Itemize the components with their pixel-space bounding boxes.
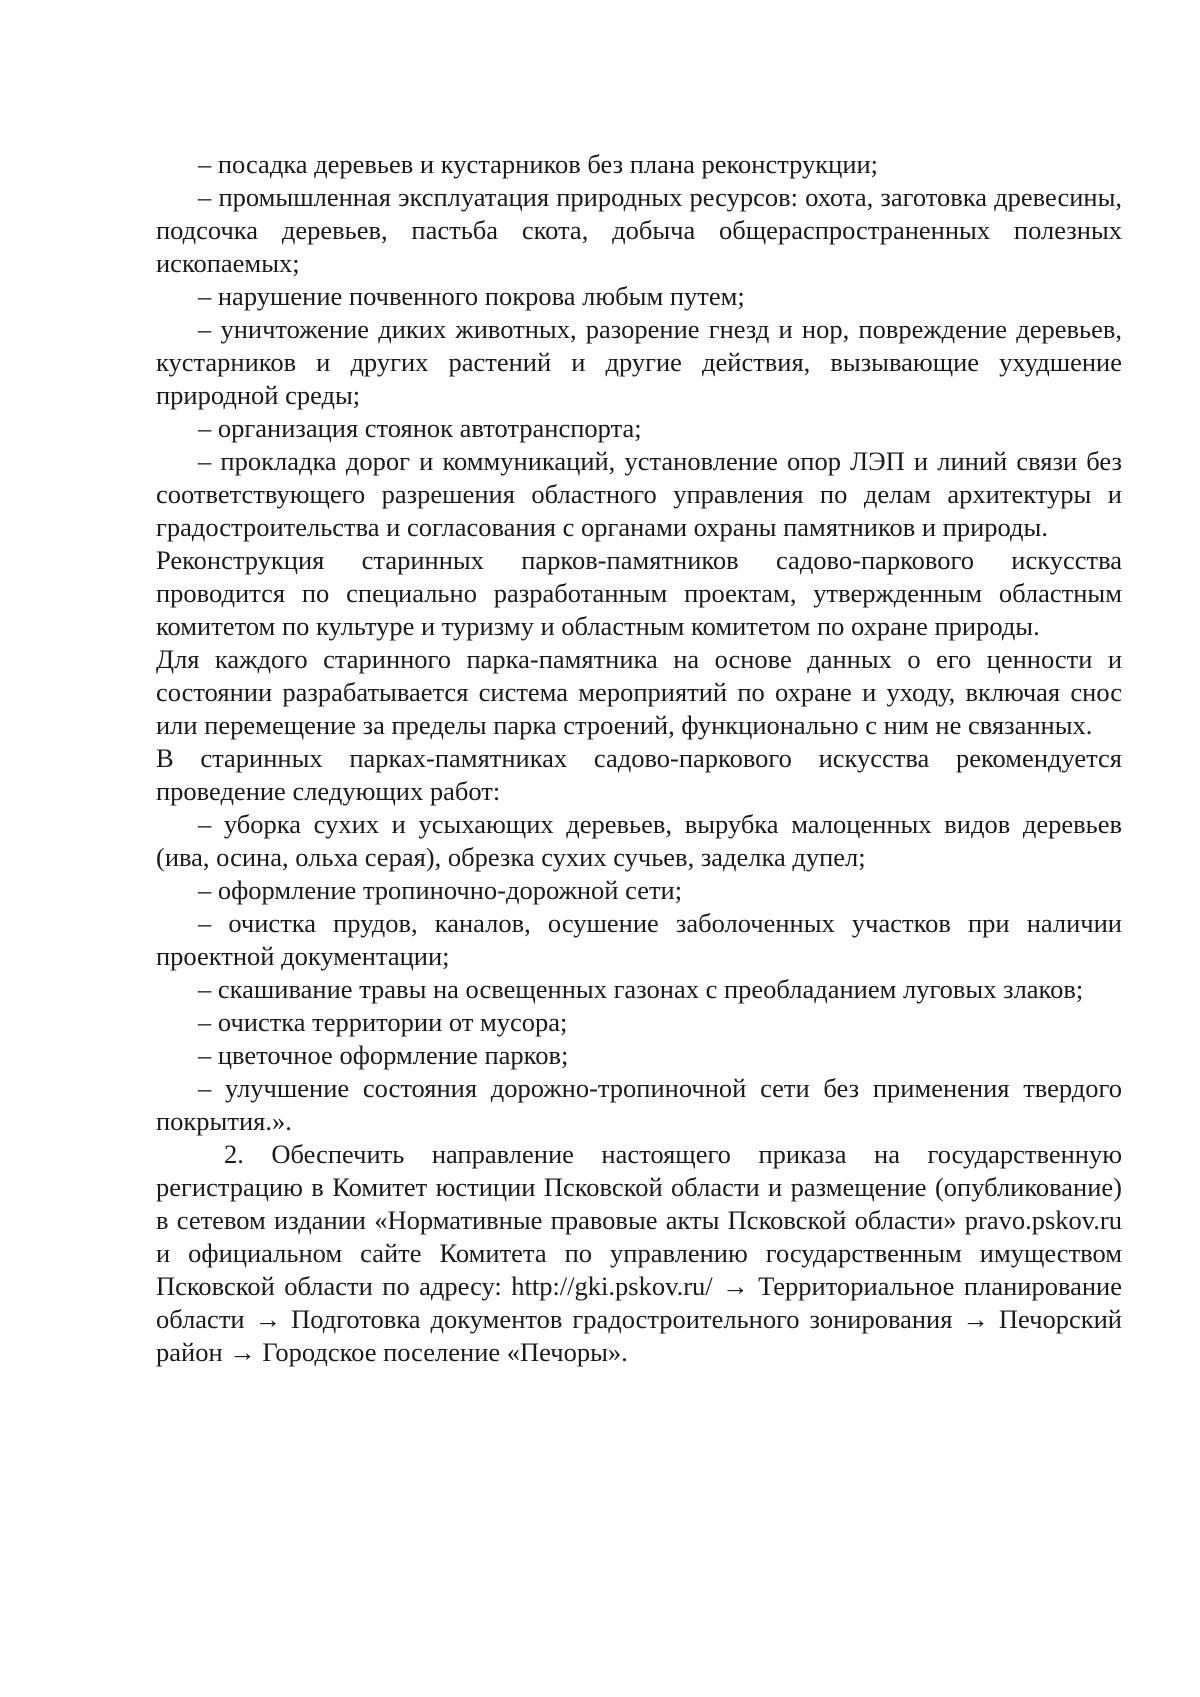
paragraph-industrial-exploitation: – промышленная эксплуатация природных ресурсов: охота, заготовка древесины, подсочка деревьев, пастьба скота, добыча общераспространенных полезных ископаемых; bbox=[156, 182, 1122, 278]
paragraph-recommended-works: В старинных парках-памятниках садово-паркового искусства рекомендуется проведение следующих работ: bbox=[156, 743, 1122, 806]
paragraph-grass-mowing: – скашивание травы на освещенных газонах с преобладанием луговых злаков; bbox=[198, 974, 1084, 1004]
paragraph-path-improvement: – улучшение состояния дорожно-тропиночной сети без применения твердого покрытия.». bbox=[156, 1073, 1122, 1136]
paragraph-wildlife-destruction: – уничтожение диких животных, разорение гнезд и нор, повреждение деревьев, кустарников и других растений и другие действия, вызывающие ухудшение природной среды; bbox=[156, 314, 1122, 410]
paragraph-parking: – организация стоянок автотранспорта; bbox=[198, 413, 642, 443]
paragraph-measures-system: Для каждого старинного парка-памятника на основе данных о его ценности и состоянии разрабатывается система мероприятий по охране и уходу, включая снос или перемещение за пределы парка строений, функционально с ним не связанных. bbox=[156, 644, 1122, 740]
paragraph-flower-design: – цветочное оформление парков; bbox=[198, 1040, 569, 1070]
paragraph-roads-communications: – прокладка дорог и коммуникаций, установление опор ЛЭП и линий связи без соответствующего разрешения областного управления по делам архитектуры и градостроительства и согласования с органами охраны памятников и природы. bbox=[156, 446, 1122, 542]
paragraph-item-2-registration: 2. Обеспечить направление настоящего приказа на государственную регистрацию в Комитет юстиции Псковской области и размещение (опубликование) в сетевом издании «Нормативные правовые акты Псковской области» pravo.pskov.ru и официальном сайте Комитета по управлению государственным имуществом Псковской области по адресу: http://gki.pskov.ru/ → Территориальное планирование области → Подготовка документов градостроительного зонирования → Печорский район → Городское поселение «Печоры». bbox=[156, 1139, 1122, 1367]
paragraph-planting: – посадка деревьев и кустарников без плана реконструкции; bbox=[198, 149, 879, 179]
paragraph-reconstruction: Реконструкция старинных парков-памятников садово-паркового искусства проводится по специально разработанным проектам, утвержденным областным комитетом по культуре и туризму и областным комитетом по охране природы. bbox=[156, 545, 1122, 641]
paragraph-ponds-cleaning: – очистка прудов, каналов, осушение заболоченных участков при наличии проектной документации; bbox=[156, 908, 1122, 971]
paragraph-debris-removal: – очистка территории от мусора; bbox=[198, 1007, 568, 1037]
document-page bbox=[156, 148, 1122, 1369]
paragraph-soil-damage: – нарушение почвенного покрова любым путем; bbox=[198, 281, 745, 311]
paragraph-path-network: – оформление тропиночно-дорожной сети; bbox=[198, 875, 683, 905]
paragraph-tree-cleaning: – уборка сухих и усыхающих деревьев, вырубка малоценных видов деревьев (ива, осина, ольха серая), обрезка сухих сучьев, заделка дупел; bbox=[156, 809, 1122, 872]
